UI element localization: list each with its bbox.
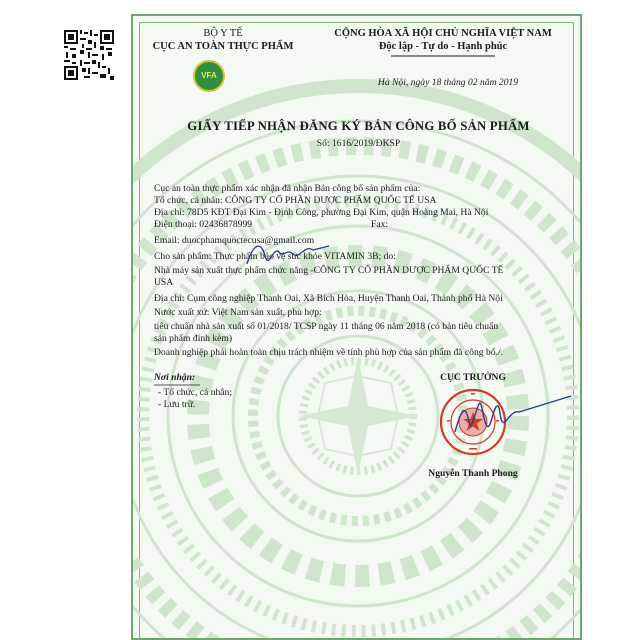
initial-signature: [243, 234, 333, 274]
signer-name: Nguyễn Thanh Phong: [428, 468, 518, 479]
body-line-organization: Tổ chức, cá nhân: CÔNG TY CỔ PHẦN DƯỢC PHẨM QUỐC TẾ USA: [154, 195, 437, 206]
ministry-name: BỘ Y TẾ: [203, 28, 243, 39]
body-line-address: Địa chỉ: 78D5 KĐT Đại Kim - Định Công, phường Đại Kim, quận Hoàng Mai, Hà Nội: [154, 207, 489, 218]
signer-title: CỤC TRƯỞNG: [440, 372, 506, 383]
document-title: GIẤY TIẾP NHẬN ĐĂNG KÝ BẢN CÔNG BỐ SẢN PHẨM: [187, 119, 530, 133]
motto-underline: [391, 55, 495, 57]
recipient-archive: - Lưu trữ.: [158, 399, 196, 410]
agency-name: CỤC AN TOÀN THỰC PHẨM: [152, 41, 294, 52]
body-line-email: Email: duocphamquoctecusa@gmail.com: [154, 235, 315, 246]
body-line-origin: Nước xuất xứ: Việt Nam sản xuất, phù hợp:: [154, 307, 322, 318]
body-line-factory-address: Địa chỉ: Cụm công nghiệp Thanh Oai, Xã Bích Hòa, Huyện Thanh Oai, Thành phố Hà Nội: [154, 293, 503, 304]
body-line-intro: Cục an toàn thực phẩm xác nhận đã nhận Bản công bố sản phẩm của:: [154, 183, 421, 194]
vfa-logo-text: VFA: [201, 71, 217, 80]
national-motto: Độc lập - Tự do - Hạnh phúc: [378, 41, 508, 52]
recipients-underline: [154, 384, 200, 386]
country-name: CỘNG HÒA XÃ HỘI CHỦ NGHĨA VIỆT NAM: [334, 28, 552, 39]
body-line-responsibility: Doanh nghiệp phải hoàn toàn chịu trách nhiệm về tính phù hợp của sản phẩm đã công bố./.: [154, 347, 504, 358]
qr-code: [64, 30, 114, 80]
body-line-manufacturer-cont: USA: [154, 277, 174, 288]
body-line-fax: Fax:: [371, 219, 389, 230]
director-signature: [449, 392, 579, 442]
place-date: Hà Nội, ngày 18 tháng 02 năm 2019: [377, 77, 519, 88]
body-line-phone: Điện thoại: 02436878999: [154, 219, 253, 230]
vfa-logo: [193, 60, 225, 92]
recipients-heading: Nơi nhận:: [154, 372, 196, 383]
body-line-standard: tiêu chuẩn nhà sản xuất số 01/2018/ TCSP ngày 11 tháng 06 năm 2018 (có bản tiêu chuẩn: [154, 321, 499, 332]
body-line-product: Cho sản phẩm: Thực phẩm bảo vệ sức khỏe VITAMIN 3B; do:: [154, 251, 396, 262]
recipient-organization: - Tổ chức, cá nhân;: [158, 387, 233, 398]
body-line-manufacturer: Nhà máy sản xuất thực phẩm chức năng -CÔNG TY CỔ PHẦN DƯỢC PHẨM QUỐC TẾ: [154, 265, 504, 276]
body-line-standard-cont: sản phẩm đính kèm): [154, 333, 233, 344]
certificate: [131, 14, 582, 640]
registration-number: Số: 1616/2019/ĐKSP: [316, 138, 401, 149]
